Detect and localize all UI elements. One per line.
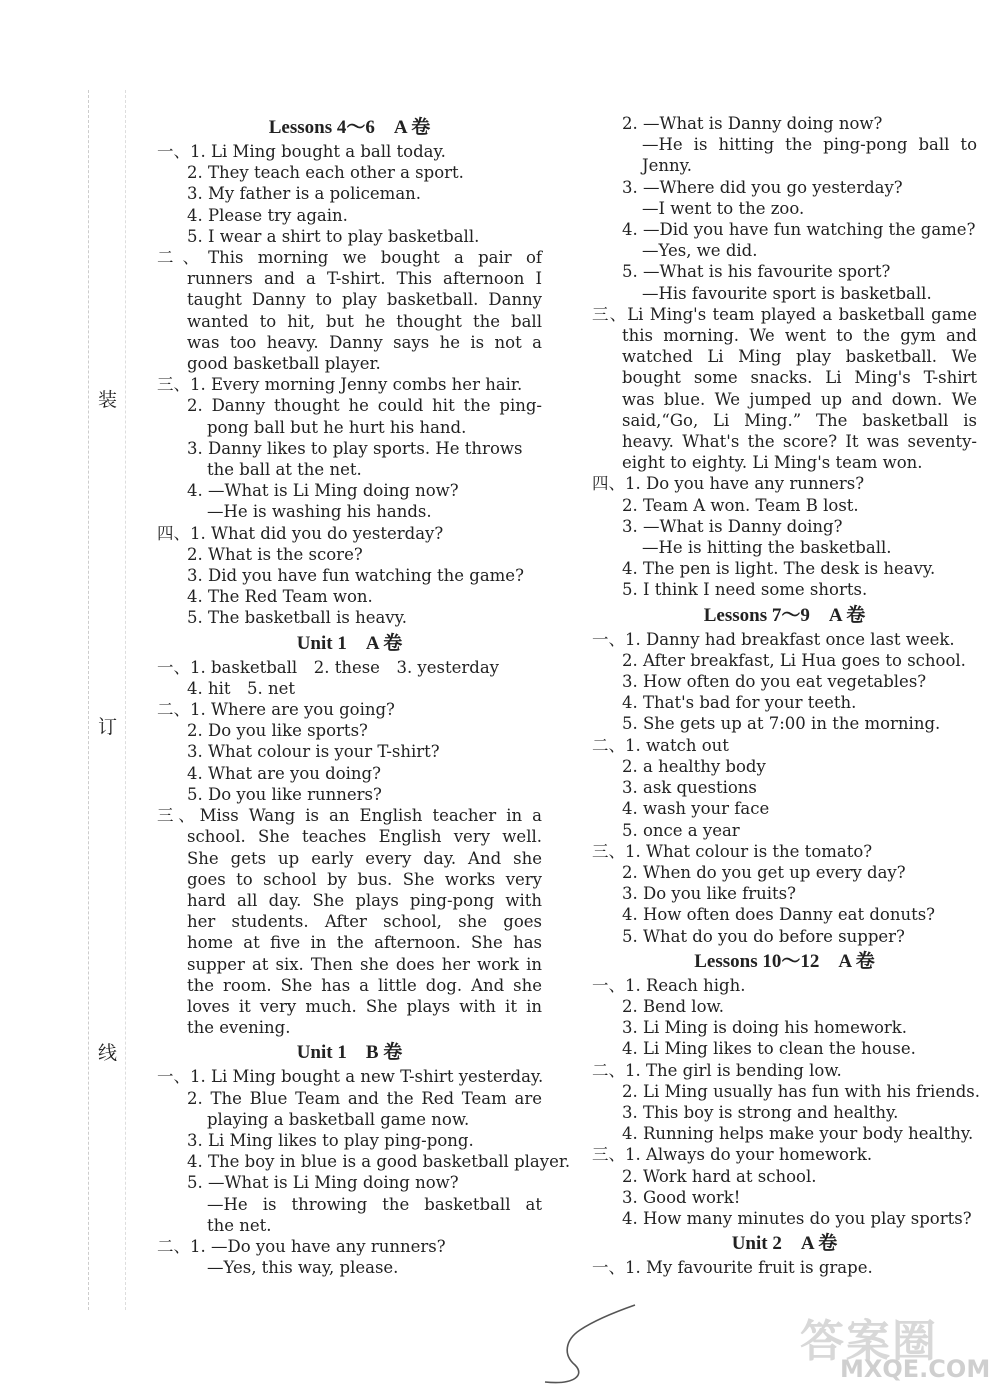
answer-line: was too heavy. Danny says he is not a — [187, 332, 542, 352]
answer-line: 3. —Where did you go yesterday? — [622, 177, 903, 197]
answer-line: 一、1. Reach high. — [592, 975, 746, 995]
answer-line: 5. once a year — [622, 820, 740, 840]
answer-line: 4. wash your face — [622, 799, 770, 819]
answer-line: 二、1. The girl is bending low. — [592, 1060, 842, 1080]
section-heading: Unit 2 A 卷 — [731, 1233, 838, 1255]
answer-line: She gets up early every day. And she — [187, 848, 542, 868]
answer-line: the room. She has a little dog. And she — [187, 975, 542, 995]
answer-line: —He is throwing the basketball at — [207, 1194, 542, 1214]
answer-line: home at five in the afternoon. She has — [187, 933, 542, 953]
answer-line: eight to eighty. Li Ming's team won. — [622, 453, 923, 473]
answer-line: 三、1. What colour is the tomato? — [592, 841, 873, 861]
section-heading: Unit 1 A 卷 — [296, 632, 403, 654]
section-heading: Lessons 4～6 A 卷 — [268, 117, 431, 138]
answer-line: 二、1. watch out — [592, 735, 729, 755]
answer-line: supper at six. Then she does her work in — [187, 954, 542, 974]
answer-line: 2. Work hard at school. — [622, 1166, 817, 1186]
answer-line: 3. ask questions — [622, 778, 757, 798]
answer-line: 3. What colour is your T-shirt? — [187, 742, 440, 762]
answer-line: 3. Do you like fruits? — [622, 884, 796, 904]
answer-line: 5. —What is his favourite sport? — [622, 262, 891, 282]
answer-line: said,“Go, Li Ming.” The basketball is — [622, 410, 977, 430]
section-heading: Lessons 10～12 A 卷 — [694, 950, 875, 972]
answer-line: 一、1. My favourite fruit is grape. — [592, 1258, 873, 1278]
answer-line: school. She teaches English very well. — [187, 827, 542, 847]
answer-line: bought some snacks. Li Ming's T-shirt — [622, 368, 977, 388]
answer-line: 5. I wear a shirt to play basketball. — [187, 226, 480, 246]
answer-line: goes to school by bus. She works very — [187, 869, 542, 889]
answer-line: 三、1. Every morning Jenny combs her hair. — [157, 375, 523, 395]
answer-line: watched Li Ming play basketball. We — [622, 347, 977, 367]
answer-line: 5. I think I need some shorts. — [622, 580, 868, 600]
answer-line: 一、1. Li Ming bought a ball today. — [157, 142, 446, 161]
answer-line: 一、1. Li Ming bought a new T-shirt yesterday. — [157, 1067, 544, 1087]
answer-line: 2. Team A won. Team B lost. — [622, 495, 859, 515]
answer-line: 3. Danny likes to play sports. He throws — [187, 438, 523, 458]
answer-line: was blue. We jumped up and down. We — [622, 389, 977, 409]
answer-line: 4. What are you doing? — [187, 763, 381, 783]
answer-line: loves it very much. She plays with it in — [187, 996, 542, 1016]
answer-line: heavy. What's the score? It was seventy- — [622, 432, 977, 452]
answer-line: —His favourite sport is basketball. — [642, 283, 932, 303]
answer-line: 4. Please try again. — [187, 205, 348, 225]
answer-line: 4. That's bad for your teeth. — [622, 693, 857, 713]
answer-line: this morning. We went to the gym and — [622, 326, 977, 346]
answer-line: hard all day. She plays ping-pong with — [187, 890, 542, 910]
answer-line: 5. What do you do before supper? — [622, 926, 905, 946]
left-column — [157, 113, 571, 1278]
answer-line: 四、1. What did you do yesterday? — [157, 523, 444, 543]
right-column — [592, 113, 980, 1278]
answer-line: 4. The Red Team won. — [187, 587, 373, 607]
answer-line: 4. How many minutes do you play sports? — [622, 1208, 972, 1228]
answer-line: 5. —What is Li Ming doing now? — [187, 1173, 459, 1193]
answer-line: 2. What is the score? — [187, 544, 363, 564]
answer-line: 四、1. Do you have any runners? — [592, 474, 865, 494]
answer-line: 4. The boy in blue is a good basketball player. — [187, 1152, 571, 1172]
answer-line: her students. After school, she goes — [187, 912, 542, 932]
section-heading: Unit 1 B 卷 — [296, 1042, 403, 1064]
answer-line: 二、This morning we bought a pair of — [157, 248, 542, 268]
watermark-logo: 答案圈 — [800, 1316, 938, 1367]
answer-line: 4. The pen is light. The desk is heavy. — [622, 559, 936, 579]
answer-line: Jenny. — [642, 156, 693, 176]
answer-line: 三、Li Ming's team played a basketball game — [592, 304, 977, 324]
answer-line: 3. My father is a policeman. — [187, 184, 422, 204]
answer-line: 4. —Did you have fun watching the game? — [622, 220, 976, 240]
answer-line: 2. —What is Danny doing now? — [622, 114, 883, 133]
section-heading: Lessons 7～9 A 卷 — [703, 604, 866, 626]
answer-line: 一、1. basketball 2. these 3. yesterday — [157, 657, 499, 677]
answer-line: taught Danny to play basketball. Danny — [187, 290, 542, 310]
answer-line: 一、1. Danny had breakfast once last week. — [592, 629, 955, 649]
answer-line: good basketball player. — [187, 354, 381, 374]
answer-line: wanted to hit, but he thought the ball — [187, 311, 542, 331]
answer-line: 5. The basketball is heavy. — [187, 608, 408, 628]
answer-line: 2. After breakfast, Li Hua goes to school. — [622, 650, 966, 670]
answer-line: 2. a healthy body — [622, 756, 766, 776]
answer-line: 3. How often do you eat vegetables? — [622, 672, 927, 692]
answer-line: 4. Running helps make your body healthy. — [622, 1124, 974, 1144]
answer-line: the ball at the net. — [207, 460, 362, 480]
answer-line: —Yes, this way, please. — [207, 1258, 399, 1278]
answer-line: playing a basketball game now. — [207, 1109, 470, 1129]
answer-line: —He is hitting the ping-pong ball to — [642, 135, 977, 155]
binding-margin — [88, 90, 126, 1310]
answer-line: —He is hitting the basketball. — [642, 538, 892, 558]
answer-line: runners and a T-shirt. This afternoon I — [187, 269, 542, 289]
answer-line: 3. Good work! — [622, 1187, 741, 1207]
binding-char-top: 装 — [98, 389, 118, 411]
answer-line: 3. Did you have fun watching the game? — [187, 566, 524, 586]
answer-line: 2. They teach each other a sport. — [187, 163, 464, 183]
answer-line: 2. When do you get up every day? — [622, 862, 906, 882]
answer-line: the evening. — [187, 1018, 291, 1038]
answer-line: 3. This boy is strong and healthy. — [622, 1102, 899, 1122]
answer-line: —He is washing his hands. — [207, 502, 432, 522]
answer-line: 2. Do you like sports? — [187, 721, 368, 741]
answer-line: 4. hit 5. net — [187, 678, 296, 698]
answer-line: 2. The Blue Team and the Red Team are — [187, 1088, 542, 1108]
answer-line: 3. Li Ming is doing his homework. — [622, 1018, 908, 1038]
answer-line: 5. Do you like runners? — [187, 784, 382, 804]
binding-char-middle: 订 — [98, 716, 118, 738]
answer-line: 4. Li Ming likes to clean the house. — [622, 1039, 916, 1059]
watermark-url: MXQE.COM — [840, 1355, 991, 1383]
answer-line: 2. Danny thought he could hit the ping- — [187, 396, 542, 416]
answer-line: 5. She gets up at 7:00 in the morning. — [622, 714, 941, 734]
answer-line: 二、1. Where are you going? — [157, 700, 395, 720]
answer-line: pong ball but he hurt his hand. — [207, 417, 467, 437]
answer-line: 4. —What is Li Ming doing now? — [187, 481, 459, 501]
answer-line: —Yes, we did. — [642, 241, 758, 261]
answer-line: 三、Miss Wang is an English teacher in a — [157, 806, 542, 826]
answer-line: 3. —What is Danny doing? — [622, 516, 843, 536]
binding-char-bottom: 线 — [98, 1042, 118, 1064]
answer-line: 2. Bend low. — [622, 996, 724, 1016]
answer-line: the net. — [207, 1215, 272, 1235]
answer-line: —I went to the zoo. — [642, 198, 805, 218]
answer-line: 二、1. —Do you have any runners? — [157, 1236, 446, 1256]
answer-line: 2. Li Ming usually has fun with his friends. — [622, 1081, 980, 1101]
watermark — [800, 1305, 990, 1385]
answer-line: 4. How often does Danny eat donuts? — [622, 905, 936, 925]
answer-line: 三、1. Always do your homework. — [592, 1145, 873, 1165]
answer-line: 3. Li Ming likes to play ping-pong. — [187, 1130, 474, 1150]
pen-scribble — [535, 1300, 655, 1390]
